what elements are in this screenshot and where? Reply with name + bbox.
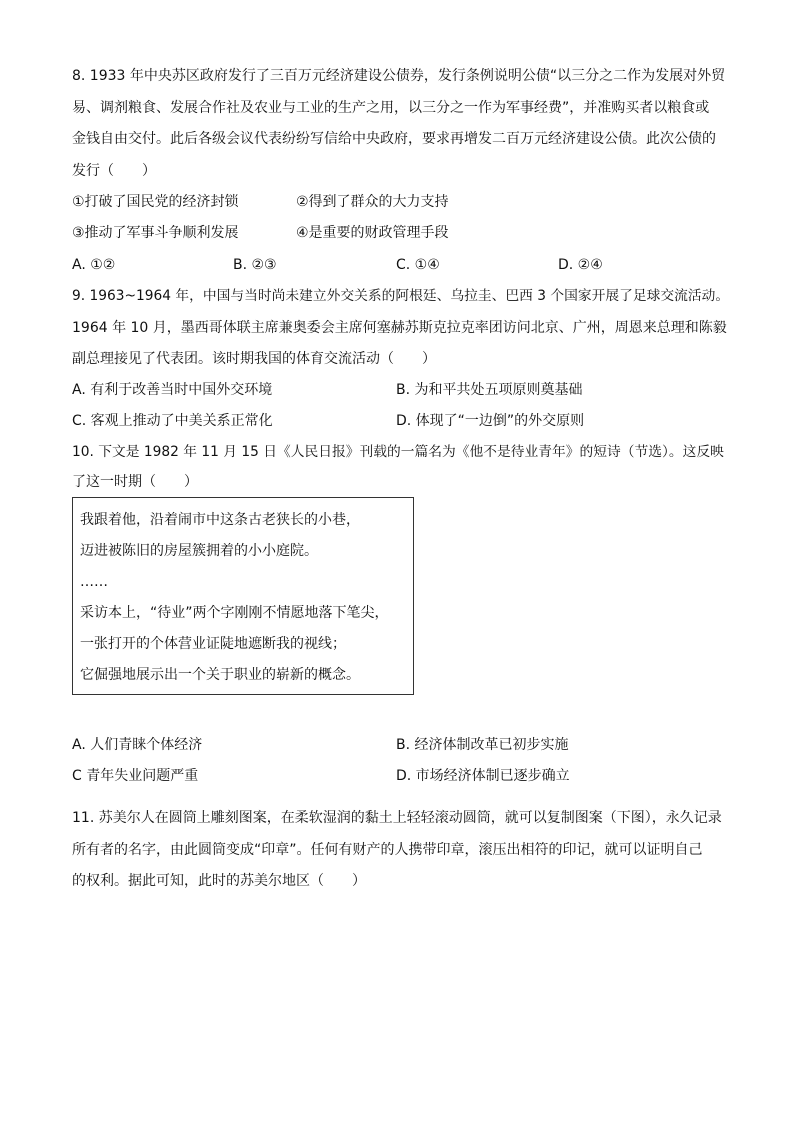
question-10-stem-line-2: 了这一时期（ ） (72, 474, 198, 490)
question-9-stem-line-2: 1964 年 10 月，墨西哥体联主席兼奥委会主席何塞赫苏斯克拉克率团访问北京、广州，周恩来总理和陈毅 (72, 320, 727, 336)
question-9-option-d: D. 体现了“一边倒”的外交原则 (396, 413, 585, 429)
question-8-statement-3: ③推动了军事斗争顺利发展 (72, 225, 239, 241)
question-9-stem-line-1: 9. 1963~1964 年，中国与当时尚未建立外交关系的阿根廷、乌拉圭、巴西 3 个国家开展了足球交流活动。 (72, 288, 730, 304)
question-8-option-c: C. ①④ (396, 257, 440, 273)
question-9-option-b: B. 为和平共处五项原则奠基础 (396, 382, 583, 398)
question-10-option-c: C 青年失业问题严重 (72, 768, 199, 784)
question-9-stem-line-3: 副总理接见了代表团。该时期我国的体育交流活动（ ） (72, 351, 436, 367)
question-9-option-c: C. 客观上推动了中美关系正常化 (72, 413, 273, 429)
poem-line-4: 一张打开的个体营业证陡地遮断我的视线； (80, 636, 346, 652)
poem-line-1: 我跟着他，沿着闹市中这条古老狭长的小巷， (80, 512, 360, 528)
question-11-stem-line-1: 11. 苏美尔人在圆筒上雕刻图案，在柔软湿润的黏土上轻轻滚动圆筒，就可以复制图案（下图），永久记录 (72, 810, 722, 826)
question-8-statement-4: ④是重要的财政管理手段 (296, 225, 449, 241)
question-8-stem-line-1: 8. 1933 年中央苏区政府发行了三百万元经济建设公债券，发行条例说明公债“以三分之二作为发展对外贸 (72, 68, 726, 84)
question-8-option-d: D. ②④ (558, 257, 603, 273)
question-10-option-a: A. 人们青睐个体经济 (72, 737, 203, 753)
question-11-stem-line-3: 的权利。据此可知，此时的苏美尔地区（ ） (72, 873, 366, 889)
poem-line-3: 采访本上，“待业”两个字刚刚不情愿地落下笔尖， (80, 605, 389, 621)
question-8-statement-1: ①打破了国民党的经济封锁 (72, 194, 239, 210)
question-8-stem-line-2: 易、调剂粮食、发展合作社及农业与工业的生产之用，以三分之一作为军事经费”，并准购买者以粮食或 (72, 100, 710, 116)
poem-line-2: 迈进被陈旧的房屋簇拥着的小小庭院。 (80, 543, 318, 559)
question-8-stem-line-4: 发行（ ） (72, 163, 156, 179)
question-11-stem-line-2: 所有者的名字，由此圆筒变成“印章”。任何有财产的人携带印章，滚压出相符的印记，就可以证明自己 (72, 842, 703, 858)
question-10-option-b: B. 经济体制改革已初步实施 (396, 737, 569, 753)
question-8-statement-2: ②得到了群众的大力支持 (296, 194, 449, 210)
question-8-option-a: A. ①② (72, 257, 116, 273)
question-10-stem-line-1: 10. 下文是 1982 年 11 月 15 日《人民日报》刊载的一篇名为《他不是待业青年》的短诗（节选）。这反映 (72, 444, 724, 460)
poem-ellipsis: …… (80, 574, 108, 590)
question-9-option-a: A. 有利于改善当时中国外交环境 (72, 382, 273, 398)
question-8-option-b: B. ②③ (233, 257, 277, 273)
poem-line-5: 它倔强地展示出一个关于职业的崭新的概念。 (80, 667, 360, 683)
question-10-option-d: D. 市场经济体制已逐步确立 (396, 768, 570, 784)
question-8-stem-line-3: 金钱自由交付。此后各级会议代表纷纷写信给中央政府，要求再增发二百万元经济建设公债。此次公债的 (72, 131, 716, 147)
